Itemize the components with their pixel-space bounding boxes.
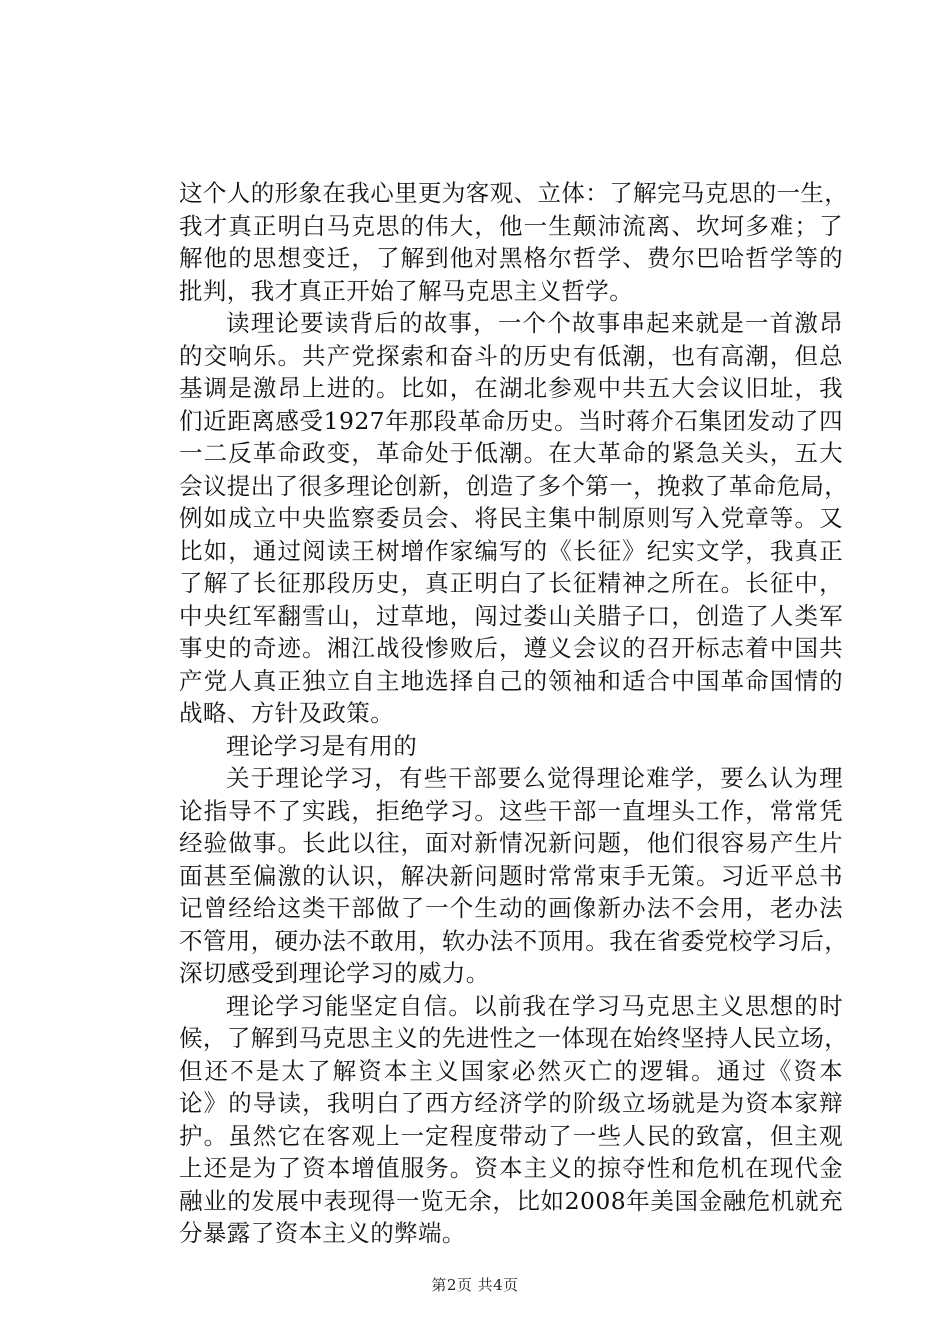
text-line: 理论学习能坚定自信。以前我在学习马克思主义思想的时 [226, 991, 843, 1020]
text-line: 护。虽然它在客观上一定程度带动了一些人民的致富，但主观 [179, 1121, 843, 1150]
text-line: 了解了长征那段历史，真正明白了长征精神之所在。长征中， [179, 569, 843, 597]
text-line: 论》的导读，我明白了西方经济学的阶级立场就是为资本家辩 [179, 1089, 843, 1117]
text-line: 经验做事。长此以往，面对新情况新问题，他们很容易产生片 [179, 829, 843, 857]
text-line: 批判，我才真正开始了解马克思主义哲学。 [179, 276, 634, 305]
text-line: 分暴露了资本主义的弊端。 [179, 1219, 466, 1247]
text-line: 产党人真正独立自主地选择自己的领袖和适合中国革命国情的 [179, 666, 843, 695]
body-text [179, 177, 849, 1250]
paragraph-cadres [179, 762, 849, 990]
text-line: 们近距离感受1927年那段革命历史。当时蒋介石集团发动了四 [179, 406, 843, 435]
text-line: 比如，通过阅读王树增作家编写的《长征》纪实文学，我真正 [179, 536, 843, 565]
text-line: 不管用，硬办法不敢用，软办法不顶用。我在省委党校学习后， [179, 926, 849, 955]
paragraph-continuation [179, 177, 849, 307]
text-line: 战略、方针及政策。 [179, 699, 395, 727]
text-line: 基调是激昂上进的。比如，在湖北参观中共五大会议旧址，我 [179, 374, 843, 402]
section-heading-text: 理论学习是有用的 [226, 731, 418, 760]
text-line: 读理论要读背后的故事，一个个故事串起来就是一首激昂 [226, 309, 843, 337]
text-line: 我才真正明白马克思的伟大，他一生颠沛流离、坎坷多难；了 [179, 211, 843, 240]
text-line: 记曾经给这类干部做了一个生动的画像新办法不会用，老办法 [179, 894, 843, 922]
text-line: 解他的思想变迁，了解到他对黑格尔哲学、费尔巴哈哲学等的 [179, 244, 843, 272]
text-line: 关于理论学习，有些干部要么觉得理论难学，要么认为理 [226, 764, 843, 792]
text-line: 候，了解到马克思主义的先进性之一体现在始终坚持人民立场， [179, 1024, 849, 1052]
text-line: 例如成立中央监察委员会、将民主集中制原则写入党章等。又 [179, 504, 843, 532]
text-line: 一二反革命政变，革命处于低潮。在大革命的紧急关头，五大 [179, 439, 843, 467]
page-number-footer: 第2页 共4页 [431, 1276, 519, 1294]
text-line: 但还不是太了解资本主义国家必然灭亡的逻辑。通过《资本 [179, 1056, 843, 1085]
text-line: 面甚至偏激的认识，解决新问题时常常束手无策。习近平总书 [179, 861, 843, 890]
paragraph-confidence [179, 990, 849, 1250]
text-line: 事史的奇迹。湘江战役惨败后，遵义会议的召开标志着中国共 [179, 634, 843, 662]
text-line: 的交响乐。共产党探索和奋斗的历史有低潮，也有高潮，但总 [179, 341, 843, 370]
text-line: 会议提出了很多理论创新，创造了多个第一，挽救了革命危局， [179, 471, 849, 500]
text-line: 上还是为了资本增值服务。资本主义的掠夺性和危机在现代金 [179, 1154, 843, 1182]
text-line: 融业的发展中表现得一览无余，比如2008年美国金融危机就充 [179, 1186, 843, 1215]
text-line: 这个人的形象在我心里更为客观、立体：了解完马克思的一生， [179, 179, 849, 207]
text-line: 论指导不了实践，拒绝学习。这些干部一直埋头工作，常常凭 [179, 796, 843, 825]
text-line: 中央红军翻雪山，过草地，闯过娄山关腊子口，创造了人类军 [179, 601, 843, 630]
text-line: 深切感受到理论学习的威力。 [179, 959, 490, 987]
section-heading [179, 730, 843, 763]
paragraph-stories [179, 307, 849, 730]
